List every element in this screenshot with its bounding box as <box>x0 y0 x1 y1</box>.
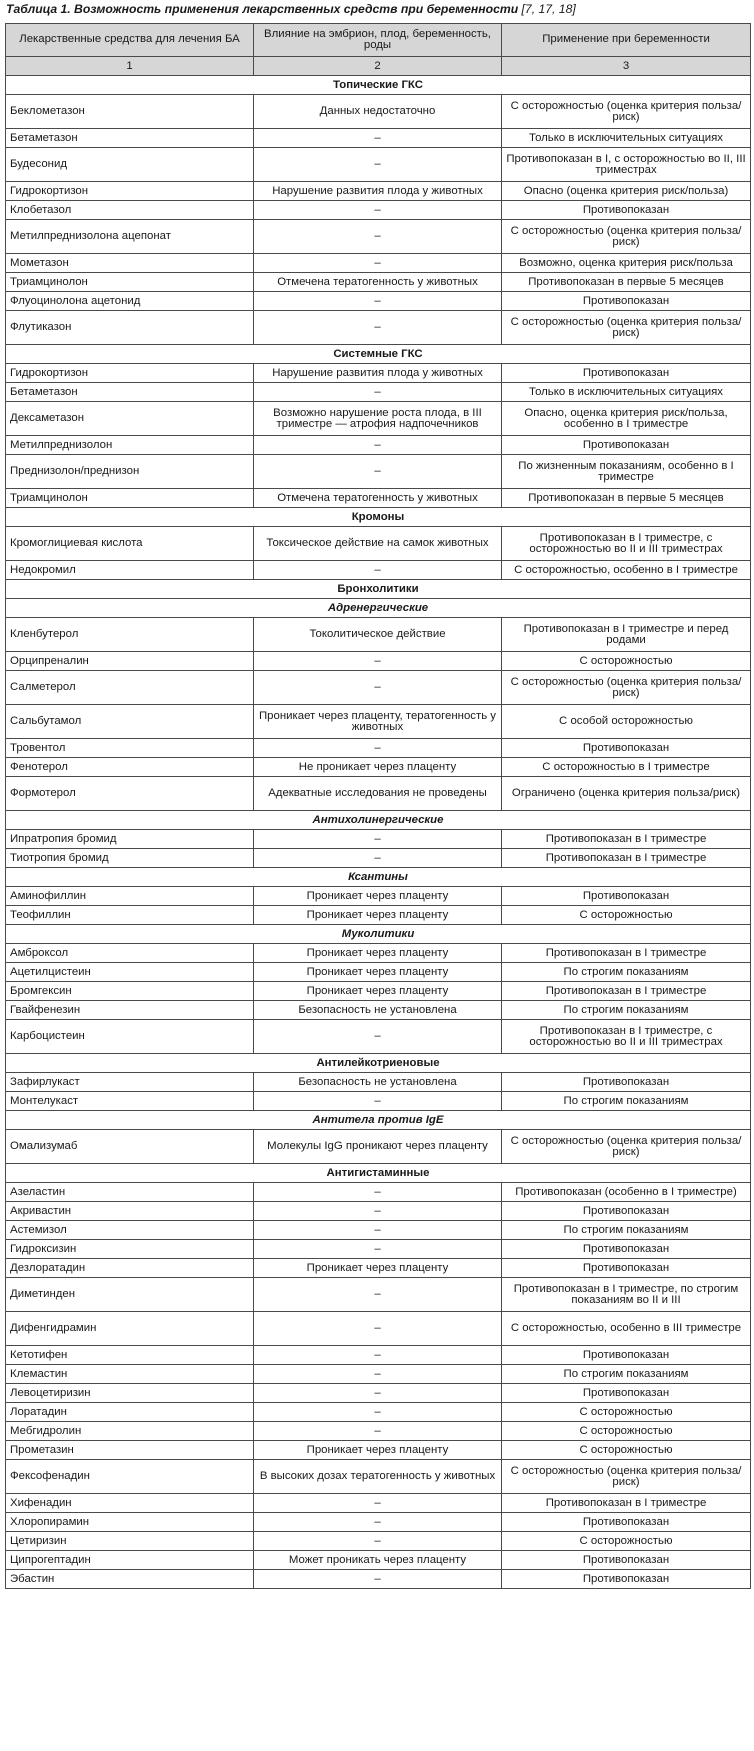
pregnancy-use-cell: Противопоказан в первые 5 месяцев <box>502 489 751 508</box>
effect-cell: – <box>254 1221 502 1240</box>
table-row <box>6 561 751 580</box>
table-row <box>6 1130 751 1164</box>
pregnancy-use-cell: Противопоказан <box>502 292 751 311</box>
effect-cell: Может проникать через плаценту <box>254 1551 502 1570</box>
table-row <box>6 1532 751 1551</box>
table-row <box>6 830 751 849</box>
table-row <box>6 1570 751 1589</box>
table-row <box>6 1494 751 1513</box>
effect-cell: – <box>254 148 502 182</box>
drug-name-cell: Флутиказон <box>6 311 254 345</box>
effect-cell: Проникает через плаценту <box>254 1259 502 1278</box>
subsection-row <box>6 925 751 944</box>
drug-table <box>5 23 751 1589</box>
effect-cell: – <box>254 830 502 849</box>
drug-name-cell: Фенотерол <box>6 758 254 777</box>
table-row <box>6 1240 751 1259</box>
drug-name-cell: Тровентол <box>6 739 254 758</box>
pregnancy-use-cell: Возможно, оценка критерия риск/польза <box>502 254 751 273</box>
pregnancy-use-cell: С осторожностью (оценка критерия польза/риск) <box>502 95 751 129</box>
effect-cell: – <box>254 1092 502 1111</box>
drug-table-body <box>6 24 751 1589</box>
table-caption <box>6 2 576 16</box>
drug-name-cell: Гидрокортизон <box>6 364 254 383</box>
effect-cell: Возможно нарушение роста плода, в III триместре — атрофия надпочечников <box>254 402 502 436</box>
pregnancy-use-cell: Противопоказан <box>502 1570 751 1589</box>
effect-cell: – <box>254 1020 502 1054</box>
effect-cell: – <box>254 1403 502 1422</box>
table-row <box>6 758 751 777</box>
section-title: Антигистаминные <box>6 1164 751 1183</box>
table-row <box>6 527 751 561</box>
pregnancy-use-cell: Противопоказан в I триместре <box>502 849 751 868</box>
table-row <box>6 1403 751 1422</box>
drug-name-cell: Дексаметазон <box>6 402 254 436</box>
effect-cell: – <box>254 1346 502 1365</box>
pregnancy-use-cell: Противопоказан в I триместре <box>502 830 751 849</box>
table-row <box>6 201 751 220</box>
column-header: Лекарственные средства для лечения БА <box>6 24 254 57</box>
pregnancy-use-cell: С особой осторожностью <box>502 705 751 739</box>
table-row <box>6 671 751 705</box>
pregnancy-use-cell: С осторожностью в I триместре <box>502 758 751 777</box>
pregnancy-use-cell: С осторожностью (оценка критерия польза/риск) <box>502 311 751 345</box>
drug-name-cell: Кромоглициевая кислота <box>6 527 254 561</box>
drug-name-cell: Недокромил <box>6 561 254 580</box>
pregnancy-use-cell: Противопоказан <box>502 1346 751 1365</box>
drug-name-cell: Карбоцистеин <box>6 1020 254 1054</box>
effect-cell: – <box>254 849 502 868</box>
table-row <box>6 1073 751 1092</box>
section-row <box>6 345 751 364</box>
pregnancy-use-cell: По строгим показаниям <box>502 1001 751 1020</box>
pregnancy-use-cell: Противопоказан в I триместре, с осторожностью во II и III триместрах <box>502 1020 751 1054</box>
drug-name-cell: Ацетилцистеин <box>6 963 254 982</box>
effect-cell: – <box>254 739 502 758</box>
effect-cell: – <box>254 455 502 489</box>
table-row <box>6 364 751 383</box>
pregnancy-use-cell: Противопоказан <box>502 1513 751 1532</box>
table-row <box>6 1513 751 1532</box>
effect-cell: Токолитическое действие <box>254 618 502 652</box>
effect-cell: – <box>254 311 502 345</box>
pregnancy-use-cell: Противопоказан <box>502 1259 751 1278</box>
table-row <box>6 1092 751 1111</box>
effect-cell: – <box>254 1183 502 1202</box>
table-row <box>6 383 751 402</box>
section-row <box>6 1054 751 1073</box>
pregnancy-use-cell: Противопоказан <box>502 739 751 758</box>
section-row <box>6 76 751 95</box>
effect-cell: – <box>254 1570 502 1589</box>
effect-cell: Нарушение развития плода у животных <box>254 364 502 383</box>
pregnancy-use-cell: С осторожностью (оценка критерия польза/риск) <box>502 671 751 705</box>
pregnancy-use-cell: Противопоказан в I, с осторожностью во II, III триместрах <box>502 148 751 182</box>
drug-name-cell: Гидроксизин <box>6 1240 254 1259</box>
drug-name-cell: Теофиллин <box>6 906 254 925</box>
section-title: Системные ГКС <box>6 345 751 364</box>
pregnancy-use-cell: С осторожностью <box>502 652 751 671</box>
effect-cell: Молекулы IgG проникают через плаценту <box>254 1130 502 1164</box>
pregnancy-use-cell: Только в исключительных ситуациях <box>502 383 751 402</box>
drug-name-cell: Преднизолон/преднизон <box>6 455 254 489</box>
table-row <box>6 1183 751 1202</box>
table-row <box>6 1441 751 1460</box>
pregnancy-use-cell: Противопоказан в I триместре, по строгим показаниям во II и III <box>502 1278 751 1312</box>
effect-cell: Проникает через плаценту <box>254 963 502 982</box>
pregnancy-use-cell: Опасно (оценка критерия риск/польза) <box>502 182 751 201</box>
table-row <box>6 1384 751 1403</box>
effect-cell: – <box>254 292 502 311</box>
drug-name-cell: Орципреналин <box>6 652 254 671</box>
column-number: 2 <box>254 57 502 76</box>
pregnancy-use-cell: Ограничено (оценка критерия польза/риск) <box>502 777 751 811</box>
drug-name-cell: Аминофиллин <box>6 887 254 906</box>
column-number: 1 <box>6 57 254 76</box>
effect-cell: Проникает через плаценту <box>254 906 502 925</box>
column-header: Применение при беременности <box>502 24 751 57</box>
table-row <box>6 887 751 906</box>
drug-name-cell: Формотерол <box>6 777 254 811</box>
pregnancy-use-cell: С осторожностью (оценка критерия польза/риск) <box>502 1130 751 1164</box>
effect-cell: – <box>254 652 502 671</box>
table-row <box>6 273 751 292</box>
drug-name-cell: Мебгидролин <box>6 1422 254 1441</box>
pregnancy-use-cell: С осторожностью <box>502 906 751 925</box>
table-row <box>6 95 751 129</box>
table-row <box>6 1221 751 1240</box>
drug-name-cell: Метилпреднизолона ацепонат <box>6 220 254 254</box>
pregnancy-use-cell: По строгим показаниям <box>502 1092 751 1111</box>
effect-cell: – <box>254 671 502 705</box>
table-row <box>6 1422 751 1441</box>
section-title: Топические ГКС <box>6 76 751 95</box>
table-row <box>6 1460 751 1494</box>
drug-name-cell: Салметерол <box>6 671 254 705</box>
section-row <box>6 1164 751 1183</box>
subsection-row <box>6 868 751 887</box>
drug-name-cell: Кетотифен <box>6 1346 254 1365</box>
drug-name-cell: Монтелукаст <box>6 1092 254 1111</box>
drug-name-cell: Тиотропия бромид <box>6 849 254 868</box>
effect-cell: – <box>254 1312 502 1346</box>
drug-name-cell: Кленбутерол <box>6 618 254 652</box>
table-row <box>6 849 751 868</box>
pregnancy-use-cell: Только в исключительных ситуациях <box>502 129 751 148</box>
effect-cell: – <box>254 254 502 273</box>
table-row <box>6 1202 751 1221</box>
table-row <box>6 705 751 739</box>
drug-name-cell: Бромгексин <box>6 982 254 1001</box>
column-header: Влияние на эмбрион, плод, беременность, роды <box>254 24 502 57</box>
pregnancy-use-cell: С осторожностью, особенно в III триместре <box>502 1312 751 1346</box>
drug-name-cell: Дезлоратадин <box>6 1259 254 1278</box>
table-row <box>6 311 751 345</box>
table-row <box>6 489 751 508</box>
table-row <box>6 1551 751 1570</box>
table-row <box>6 1312 751 1346</box>
pregnancy-use-cell: По строгим показаниям <box>502 1365 751 1384</box>
subsection-title: Муколитики <box>6 925 751 944</box>
effect-cell: – <box>254 1278 502 1312</box>
effect-cell: Адекватные исследования не проведены <box>254 777 502 811</box>
table-row <box>6 618 751 652</box>
effect-cell: – <box>254 220 502 254</box>
drug-name-cell: Амброксол <box>6 944 254 963</box>
drug-name-cell: Хлоропирамин <box>6 1513 254 1532</box>
effect-cell: Отмечена тератогенность у животных <box>254 273 502 292</box>
effect-cell: – <box>254 383 502 402</box>
pregnancy-use-cell: Опасно, оценка критерия риск/польза, особенно в I триместре <box>502 402 751 436</box>
pregnancy-use-cell: Противопоказан <box>502 201 751 220</box>
subsection-title: Адренергические <box>6 599 751 618</box>
drug-name-cell: Лоратадин <box>6 1403 254 1422</box>
pregnancy-use-cell: Противопоказан <box>502 1202 751 1221</box>
effect-cell: Проникает через плаценту <box>254 982 502 1001</box>
pregnancy-use-cell: Противопоказан <box>502 887 751 906</box>
effect-cell: Безопасность не установлена <box>254 1001 502 1020</box>
pregnancy-use-cell: Противопоказан <box>502 436 751 455</box>
section-row <box>6 580 751 599</box>
drug-name-cell: Астемизол <box>6 1221 254 1240</box>
drug-name-cell: Акривастин <box>6 1202 254 1221</box>
subsection-title: Ксантины <box>6 868 751 887</box>
drug-name-cell: Триамцинолон <box>6 489 254 508</box>
drug-name-cell: Гидрокортизон <box>6 182 254 201</box>
drug-name-cell: Омализумаб <box>6 1130 254 1164</box>
pregnancy-use-cell: С осторожностью <box>502 1403 751 1422</box>
table-row <box>6 1001 751 1020</box>
caption-title: Таблица 1. Возможность применения лекарственных средств при беременности <box>6 2 519 16</box>
table-row <box>6 1278 751 1312</box>
table-row <box>6 652 751 671</box>
pregnancy-use-cell: Противопоказан в I триместре, с осторожностью во II и III триместрах <box>502 527 751 561</box>
drug-name-cell: Бетаметазон <box>6 383 254 402</box>
effect-cell: Токсическое действие на самок животных <box>254 527 502 561</box>
pregnancy-use-cell: С осторожностью <box>502 1422 751 1441</box>
pregnancy-use-cell: Противопоказан (особенно в I триместре) <box>502 1183 751 1202</box>
drug-name-cell: Диметинден <box>6 1278 254 1312</box>
subsection-title: Антихолинергические <box>6 811 751 830</box>
drug-name-cell: Зафирлукаст <box>6 1073 254 1092</box>
effect-cell: – <box>254 1422 502 1441</box>
effect-cell: Безопасность не установлена <box>254 1073 502 1092</box>
pregnancy-use-cell: С осторожностью <box>502 1532 751 1551</box>
pregnancy-use-cell: Противопоказан <box>502 1240 751 1259</box>
effect-cell: – <box>254 201 502 220</box>
pregnancy-use-cell: С осторожностью <box>502 1441 751 1460</box>
column-number-row <box>6 57 751 76</box>
table-row <box>6 777 751 811</box>
table-row <box>6 1365 751 1384</box>
caption-refs: [7, 17, 18] <box>521 2 576 16</box>
pregnancy-use-cell: Противопоказан в I триместре <box>502 944 751 963</box>
section-title: Бронхолитики <box>6 580 751 599</box>
table-row <box>6 436 751 455</box>
drug-name-cell: Клобетазол <box>6 201 254 220</box>
effect-cell: – <box>254 1365 502 1384</box>
drug-name-cell: Ципрогептадин <box>6 1551 254 1570</box>
table-row <box>6 963 751 982</box>
drug-name-cell: Фексофенадин <box>6 1460 254 1494</box>
effect-cell: – <box>254 129 502 148</box>
table-row <box>6 455 751 489</box>
effect-cell: – <box>254 561 502 580</box>
effect-cell: Проникает через плаценту <box>254 1441 502 1460</box>
table-row <box>6 129 751 148</box>
drug-name-cell: Прометазин <box>6 1441 254 1460</box>
drug-name-cell: Сальбутамол <box>6 705 254 739</box>
drug-name-cell: Хифенадин <box>6 1494 254 1513</box>
section-title: Антилейкотриеновые <box>6 1054 751 1073</box>
effect-cell: Данных недостаточно <box>254 95 502 129</box>
pregnancy-use-cell: Противопоказан в I триместре и перед родами <box>502 618 751 652</box>
pregnancy-use-cell: Противопоказан в I триместре <box>502 982 751 1001</box>
pregnancy-use-cell: Противопоказан в первые 5 месяцев <box>502 273 751 292</box>
pregnancy-use-cell: Противопоказан в I триместре <box>502 1494 751 1513</box>
table-row <box>6 402 751 436</box>
drug-name-cell: Триамцинолон <box>6 273 254 292</box>
table-row <box>6 1259 751 1278</box>
effect-cell: – <box>254 1384 502 1403</box>
effect-cell: – <box>254 1202 502 1221</box>
effect-cell: Не проникает через плаценту <box>254 758 502 777</box>
effect-cell: Нарушение развития плода у животных <box>254 182 502 201</box>
drug-name-cell: Мометазон <box>6 254 254 273</box>
table-row <box>6 254 751 273</box>
pregnancy-use-cell: Противопоказан <box>502 364 751 383</box>
section-row <box>6 508 751 527</box>
table-row <box>6 1346 751 1365</box>
effect-cell: – <box>254 1513 502 1532</box>
effect-cell: Проникает через плаценту <box>254 887 502 906</box>
effect-cell: – <box>254 1240 502 1259</box>
subsection-row <box>6 1111 751 1130</box>
pregnancy-use-cell: С осторожностью (оценка критерия польза/риск) <box>502 1460 751 1494</box>
table-row <box>6 944 751 963</box>
subsection-row <box>6 811 751 830</box>
pregnancy-use-cell: Противопоказан <box>502 1551 751 1570</box>
pregnancy-use-cell: С осторожностью, особенно в I триместре <box>502 561 751 580</box>
effect-cell: – <box>254 1532 502 1551</box>
pregnancy-use-cell: По строгим показаниям <box>502 1221 751 1240</box>
table-row <box>6 220 751 254</box>
effect-cell: Проникает через плаценту, тератогенность у животных <box>254 705 502 739</box>
table-row <box>6 148 751 182</box>
drug-name-cell: Эбастин <box>6 1570 254 1589</box>
effect-cell: Проникает через плаценту <box>254 944 502 963</box>
header-row <box>6 24 751 57</box>
section-title: Кромоны <box>6 508 751 527</box>
drug-name-cell: Левоцетиризин <box>6 1384 254 1403</box>
drug-name-cell: Азеластин <box>6 1183 254 1202</box>
drug-name-cell: Ипратропия бромид <box>6 830 254 849</box>
drug-name-cell: Дифенгидрамин <box>6 1312 254 1346</box>
table-row <box>6 182 751 201</box>
table-row <box>6 739 751 758</box>
table-row <box>6 1020 751 1054</box>
effect-cell: – <box>254 436 502 455</box>
effect-cell: В высоких дозах тератогенность у животных <box>254 1460 502 1494</box>
pregnancy-use-cell: По жизненным показаниям, особенно в I триместре <box>502 455 751 489</box>
drug-name-cell: Бетаметазон <box>6 129 254 148</box>
drug-name-cell: Беклометазон <box>6 95 254 129</box>
drug-name-cell: Флуоцинолона ацетонид <box>6 292 254 311</box>
subsection-row <box>6 599 751 618</box>
table-row <box>6 292 751 311</box>
effect-cell: Отмечена тератогенность у животных <box>254 489 502 508</box>
subsection-title: Антитела против IgE <box>6 1111 751 1130</box>
table-row <box>6 906 751 925</box>
pregnancy-use-cell: По строгим показаниям <box>502 963 751 982</box>
drug-name-cell: Гвайфенезин <box>6 1001 254 1020</box>
column-number: 3 <box>502 57 751 76</box>
pregnancy-use-cell: Противопоказан <box>502 1384 751 1403</box>
drug-name-cell: Цетиризин <box>6 1532 254 1551</box>
pregnancy-use-cell: Противопоказан <box>502 1073 751 1092</box>
pregnancy-use-cell: С осторожностью (оценка критерия польза/риск) <box>502 220 751 254</box>
drug-name-cell: Клемастин <box>6 1365 254 1384</box>
drug-name-cell: Будесонид <box>6 148 254 182</box>
effect-cell: – <box>254 1494 502 1513</box>
drug-name-cell: Метилпреднизолон <box>6 436 254 455</box>
table-row <box>6 982 751 1001</box>
